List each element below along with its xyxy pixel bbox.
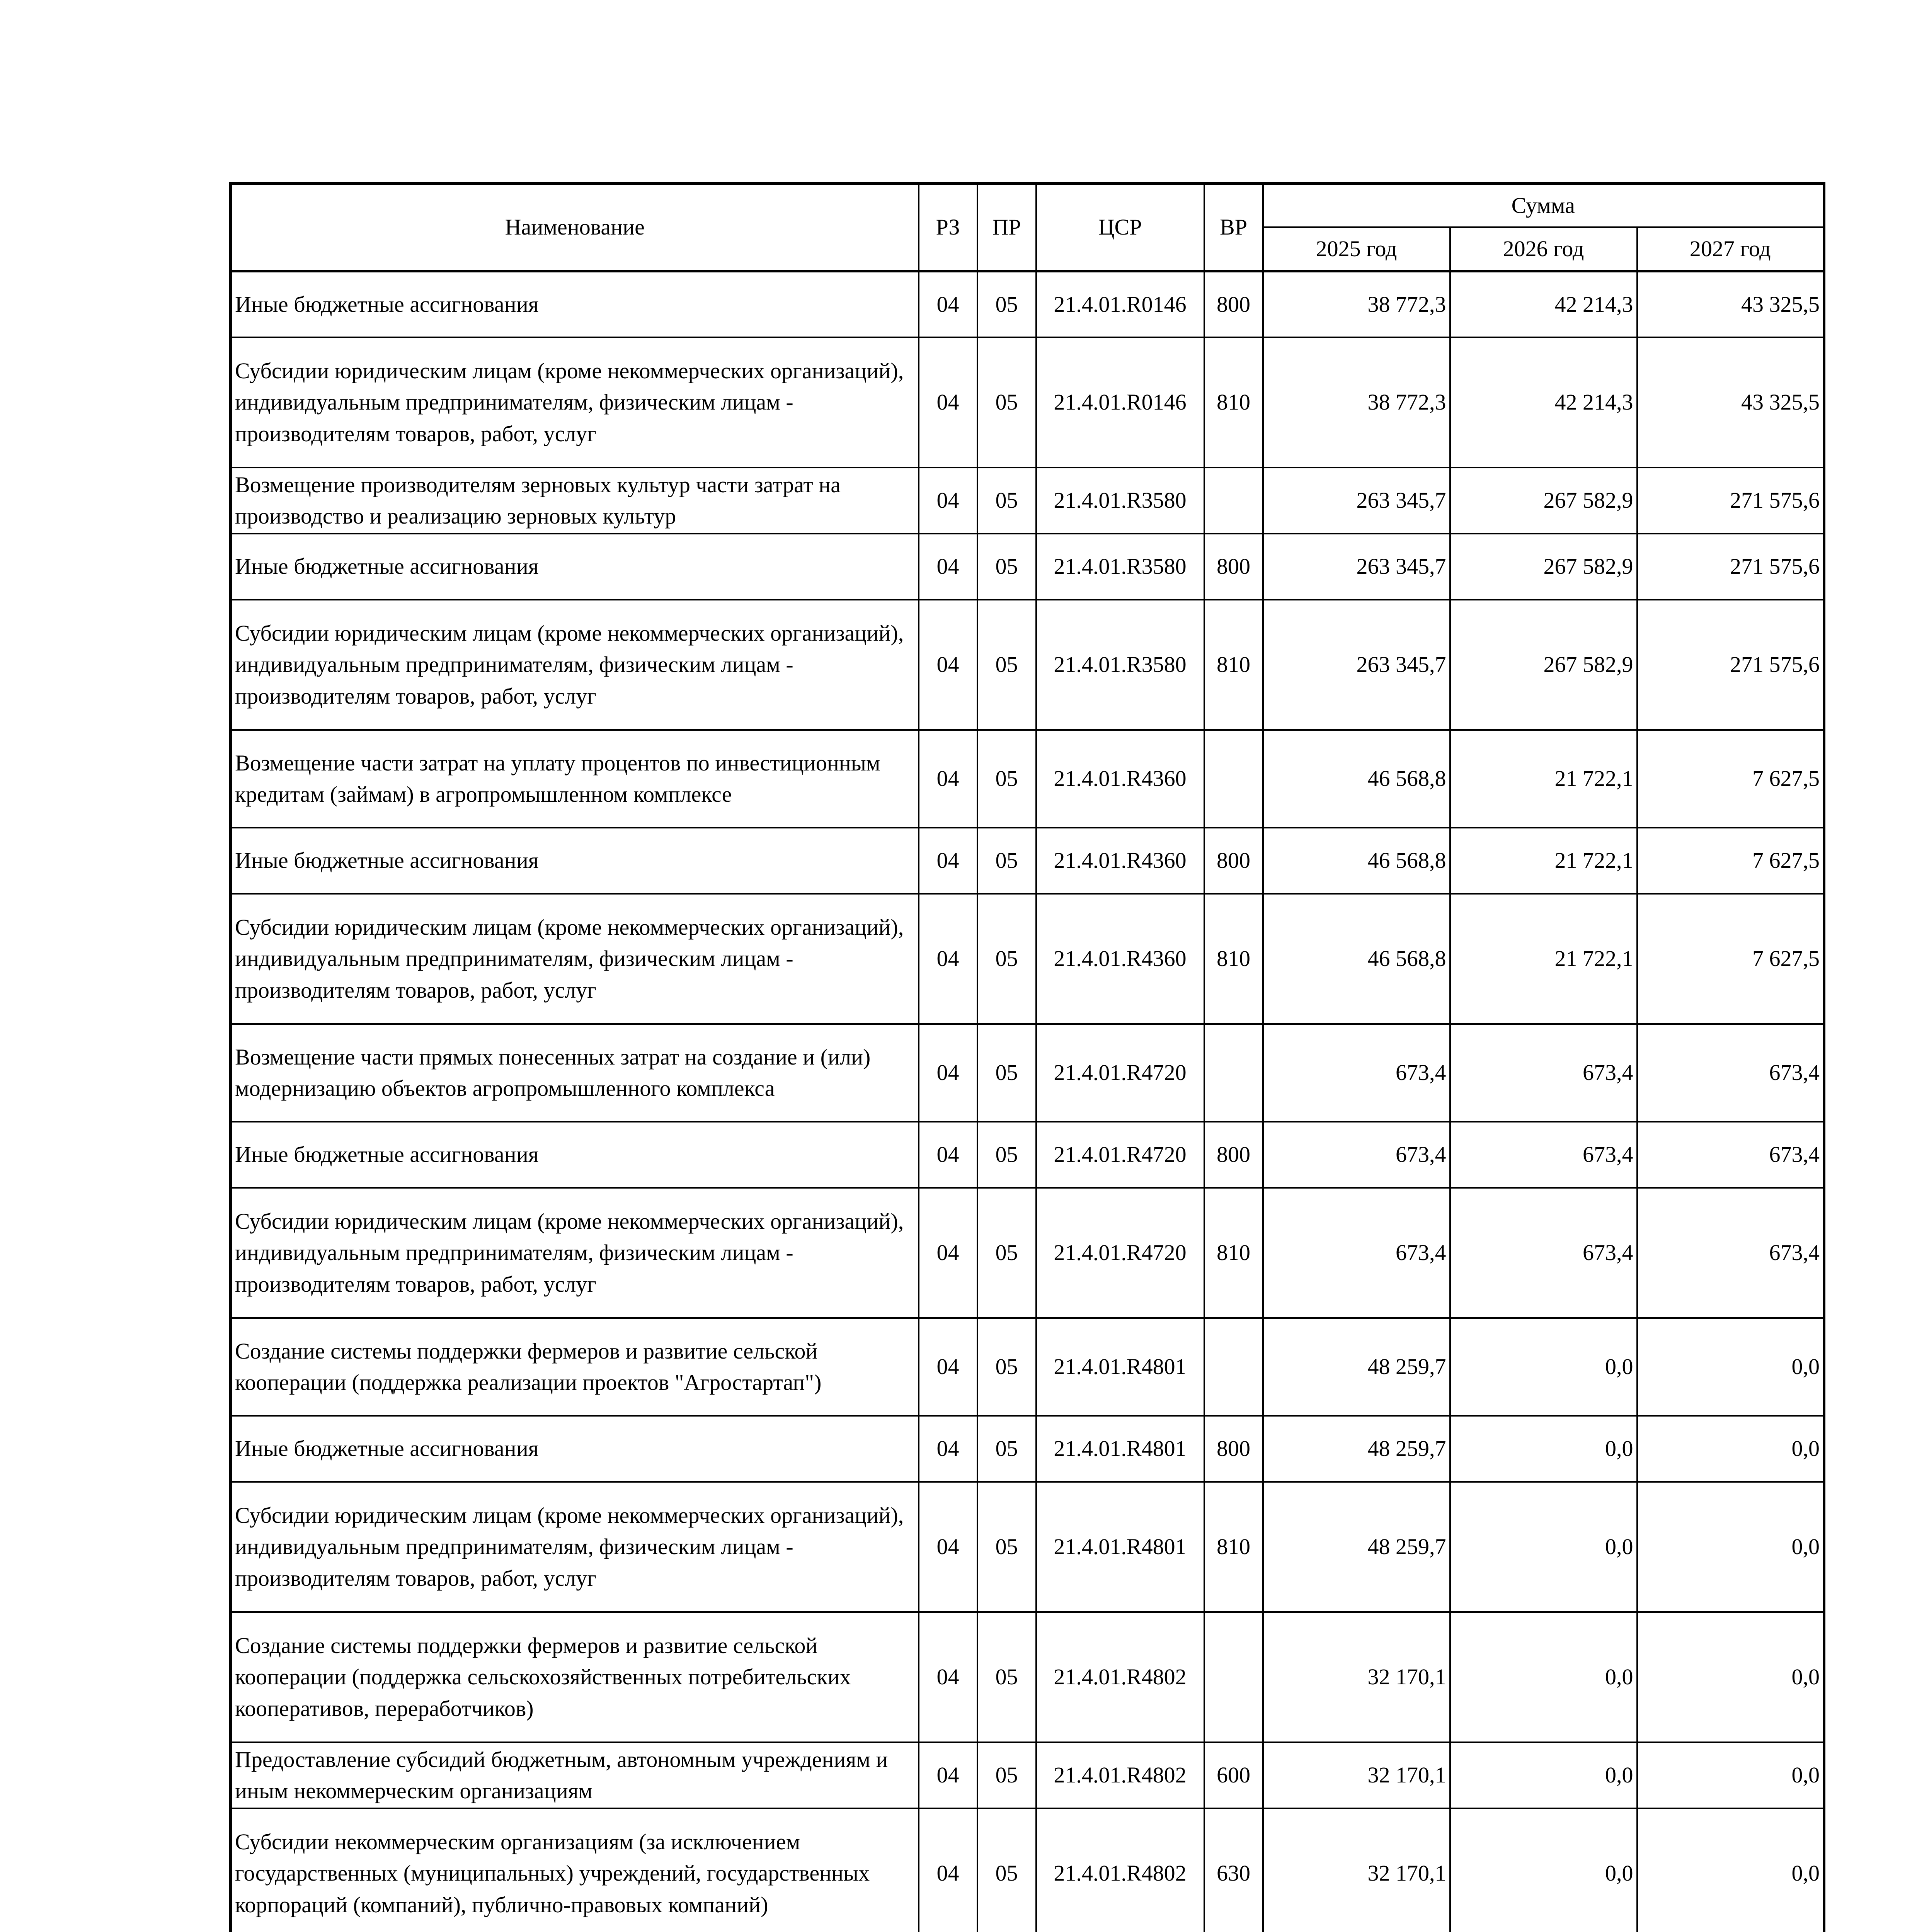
cell-2026: 0,0: [1450, 1416, 1637, 1482]
cell-2026: 0,0: [1450, 1612, 1637, 1742]
cell-vr: [1204, 730, 1263, 828]
header-name: Наименование: [231, 184, 919, 271]
cell-pr: 05: [977, 337, 1036, 468]
cell-csr: 21.4.01.R4802: [1036, 1808, 1204, 1932]
cell-pr: 05: [977, 828, 1036, 894]
table-row: [231, 271, 1824, 337]
cell-2025: 673,4: [1263, 1188, 1450, 1318]
table-row: [231, 1416, 1824, 1482]
cell-name: Возмещение части затрат на уплату процентов по инвестиционным кредитам (займам) в агропромышленном комплексе: [231, 730, 919, 828]
cell-pr: 05: [977, 271, 1036, 337]
cell-2027: 0,0: [1637, 1416, 1824, 1482]
header-year-2025: 2025 год: [1263, 227, 1450, 271]
cell-name: Субсидии юридическим лицам (кроме некоммерческих организаций), индивидуальным предпринимателям, физическим лицам - производителям товаров, работ, услуг: [231, 337, 919, 468]
header-year-2027: 2027 год: [1637, 227, 1824, 271]
cell-2027: 7 627,5: [1637, 730, 1824, 828]
cell-rz: 04: [919, 1188, 977, 1318]
cell-2025: 48 259,7: [1263, 1482, 1450, 1612]
cell-vr: 800: [1204, 828, 1263, 894]
budget-table: [229, 182, 1825, 1932]
cell-2026: 0,0: [1450, 1318, 1637, 1416]
cell-csr: 21.4.01.R4720: [1036, 1188, 1204, 1318]
cell-rz: 04: [919, 1024, 977, 1122]
cell-2025: 32 170,1: [1263, 1612, 1450, 1742]
cell-2027: 271 575,6: [1637, 534, 1824, 600]
header-csr: ЦСР: [1036, 184, 1204, 271]
cell-vr: 810: [1204, 894, 1263, 1024]
table-header: [231, 184, 1824, 271]
table-row: [231, 1318, 1824, 1416]
cell-name: Субсидии юридическим лицам (кроме некоммерческих организаций), индивидуальным предпринимателям, физическим лицам - производителям товаров, работ, услуг: [231, 1188, 919, 1318]
table-row: [231, 1482, 1824, 1612]
cell-2025: 48 259,7: [1263, 1416, 1450, 1482]
cell-rz: 04: [919, 1318, 977, 1416]
cell-pr: 05: [977, 894, 1036, 1024]
cell-2025: 38 772,3: [1263, 337, 1450, 468]
table-body: [231, 271, 1824, 1932]
cell-pr: 05: [977, 1024, 1036, 1122]
cell-rz: 04: [919, 600, 977, 730]
table-row: [231, 337, 1824, 468]
cell-2027: 0,0: [1637, 1318, 1824, 1416]
cell-vr: [1204, 1318, 1263, 1416]
cell-vr: [1204, 468, 1263, 534]
cell-name: Предоставление субсидий бюджетным, автономным учреждениям и иным некоммерческим организациям: [231, 1742, 919, 1808]
cell-2026: 0,0: [1450, 1482, 1637, 1612]
cell-2026: 21 722,1: [1450, 828, 1637, 894]
cell-name: Субсидии юридическим лицам (кроме некоммерческих организаций), индивидуальным предпринимателям, физическим лицам - производителям товаров, работ, услуг: [231, 1482, 919, 1612]
cell-name: Создание системы поддержки фермеров и развитие сельской кооперации (поддержка реализации проектов "Агростартап"): [231, 1318, 919, 1416]
header-vr: ВР: [1204, 184, 1263, 271]
cell-csr: 21.4.01.R0146: [1036, 271, 1204, 337]
cell-csr: 21.4.01.R0146: [1036, 337, 1204, 468]
cell-2026: 0,0: [1450, 1742, 1637, 1808]
cell-rz: 04: [919, 271, 977, 337]
cell-2026: 267 582,9: [1450, 534, 1637, 600]
cell-rz: 04: [919, 337, 977, 468]
cell-rz: 04: [919, 1808, 977, 1932]
cell-pr: 05: [977, 1808, 1036, 1932]
table-row: [231, 468, 1824, 534]
header-year-2026: 2026 год: [1450, 227, 1637, 271]
cell-rz: 04: [919, 1416, 977, 1482]
cell-name: Иные бюджетные ассигнования: [231, 828, 919, 894]
cell-pr: 05: [977, 534, 1036, 600]
cell-2026: 42 214,3: [1450, 271, 1637, 337]
cell-pr: 05: [977, 1482, 1036, 1612]
cell-vr: [1204, 1612, 1263, 1742]
table-row: [231, 1742, 1824, 1808]
cell-2025: 46 568,8: [1263, 730, 1450, 828]
cell-2025: 46 568,8: [1263, 894, 1450, 1024]
cell-pr: 05: [977, 1318, 1036, 1416]
cell-vr: 800: [1204, 1122, 1263, 1188]
cell-2026: 673,4: [1450, 1188, 1637, 1318]
cell-rz: 04: [919, 828, 977, 894]
cell-csr: 21.4.01.R4360: [1036, 894, 1204, 1024]
cell-2026: 673,4: [1450, 1122, 1637, 1188]
cell-2025: 38 772,3: [1263, 271, 1450, 337]
cell-2025: 673,4: [1263, 1024, 1450, 1122]
cell-2026: 21 722,1: [1450, 730, 1637, 828]
cell-rz: 04: [919, 1742, 977, 1808]
cell-2025: 46 568,8: [1263, 828, 1450, 894]
cell-rz: 04: [919, 1482, 977, 1612]
cell-2027: 0,0: [1637, 1482, 1824, 1612]
cell-2026: 267 582,9: [1450, 468, 1637, 534]
cell-rz: 04: [919, 730, 977, 828]
cell-name: Создание системы поддержки фермеров и развитие сельской кооперации (поддержка сельскохозяйственных потребительских кооперативов, переработчиков): [231, 1612, 919, 1742]
cell-2027: 43 325,5: [1637, 337, 1824, 468]
header-rz: РЗ: [919, 184, 977, 271]
cell-name: Иные бюджетные ассигнования: [231, 1416, 919, 1482]
cell-2027: 271 575,6: [1637, 600, 1824, 730]
cell-name: Возмещение производителям зерновых культур части затрат на производство и реализацию зерновых культур: [231, 468, 919, 534]
table-row: [231, 1024, 1824, 1122]
cell-rz: 04: [919, 894, 977, 1024]
cell-2027: 7 627,5: [1637, 894, 1824, 1024]
cell-name: Субсидии юридическим лицам (кроме некоммерческих организаций), индивидуальным предпринимателям, физическим лицам - производителям товаров, работ, услуг: [231, 600, 919, 730]
cell-2027: 673,4: [1637, 1122, 1824, 1188]
cell-2027: 0,0: [1637, 1612, 1824, 1742]
cell-vr: 810: [1204, 600, 1263, 730]
cell-2027: 673,4: [1637, 1024, 1824, 1122]
table-row: [231, 1612, 1824, 1742]
cell-csr: 21.4.01.R4801: [1036, 1416, 1204, 1482]
cell-name: Возмещение части прямых понесенных затрат на создание и (или) модернизацию объектов агропромышленного комплекса: [231, 1024, 919, 1122]
cell-2025: 263 345,7: [1263, 468, 1450, 534]
header-sum: Сумма: [1263, 184, 1824, 228]
cell-vr: [1204, 1024, 1263, 1122]
cell-2026: 42 214,3: [1450, 337, 1637, 468]
cell-pr: 05: [977, 1612, 1036, 1742]
table-row: [231, 1188, 1824, 1318]
cell-csr: 21.4.01.R4801: [1036, 1318, 1204, 1416]
cell-2025: 263 345,7: [1263, 600, 1450, 730]
cell-2026: 267 582,9: [1450, 600, 1637, 730]
cell-pr: 05: [977, 730, 1036, 828]
cell-name: Иные бюджетные ассигнования: [231, 271, 919, 337]
header-pr: ПР: [977, 184, 1036, 271]
cell-csr: 21.4.01.R4720: [1036, 1024, 1204, 1122]
cell-vr: 800: [1204, 534, 1263, 600]
cell-2027: 0,0: [1637, 1808, 1824, 1932]
cell-rz: 04: [919, 1612, 977, 1742]
cell-csr: 21.4.01.R4360: [1036, 828, 1204, 894]
table-row: [231, 1122, 1824, 1188]
cell-name: Иные бюджетные ассигнования: [231, 1122, 919, 1188]
cell-vr: 810: [1204, 1188, 1263, 1318]
cell-2026: 673,4: [1450, 1024, 1637, 1122]
table-row: [231, 894, 1824, 1024]
cell-csr: 21.4.01.R4360: [1036, 730, 1204, 828]
cell-pr: 05: [977, 1122, 1036, 1188]
cell-2027: 673,4: [1637, 1188, 1824, 1318]
cell-pr: 05: [977, 468, 1036, 534]
cell-2027: 271 575,6: [1637, 468, 1824, 534]
table-row: [231, 828, 1824, 894]
cell-2025: 32 170,1: [1263, 1808, 1450, 1932]
cell-2025: 263 345,7: [1263, 534, 1450, 600]
cell-2025: 673,4: [1263, 1122, 1450, 1188]
cell-csr: 21.4.01.R3580: [1036, 468, 1204, 534]
cell-2027: 0,0: [1637, 1742, 1824, 1808]
cell-name: Иные бюджетные ассигнования: [231, 534, 919, 600]
cell-csr: 21.4.01.R4802: [1036, 1612, 1204, 1742]
cell-vr: 800: [1204, 271, 1263, 337]
cell-vr: 630: [1204, 1808, 1263, 1932]
cell-csr: 21.4.01.R4801: [1036, 1482, 1204, 1612]
cell-csr: 21.4.01.R3580: [1036, 534, 1204, 600]
cell-rz: 04: [919, 468, 977, 534]
table-row: [231, 600, 1824, 730]
cell-rz: 04: [919, 534, 977, 600]
cell-csr: 21.4.01.R3580: [1036, 600, 1204, 730]
cell-vr: 810: [1204, 1482, 1263, 1612]
cell-2027: 7 627,5: [1637, 828, 1824, 894]
table-row: [231, 534, 1824, 600]
cell-csr: 21.4.01.R4720: [1036, 1122, 1204, 1188]
cell-pr: 05: [977, 1416, 1036, 1482]
cell-csr: 21.4.01.R4802: [1036, 1742, 1204, 1808]
cell-2027: 43 325,5: [1637, 271, 1824, 337]
cell-2025: 48 259,7: [1263, 1318, 1450, 1416]
cell-vr: 800: [1204, 1416, 1263, 1482]
cell-vr: 810: [1204, 337, 1263, 468]
cell-name: Субсидии юридическим лицам (кроме некоммерческих организаций), индивидуальным предпринимателям, физическим лицам - производителям товаров, работ, услуг: [231, 894, 919, 1024]
cell-pr: 05: [977, 1742, 1036, 1808]
cell-pr: 05: [977, 1188, 1036, 1318]
cell-2026: 21 722,1: [1450, 894, 1637, 1024]
table-row: [231, 1808, 1824, 1932]
cell-vr: 600: [1204, 1742, 1263, 1808]
cell-2025: 32 170,1: [1263, 1742, 1450, 1808]
table-row: [231, 730, 1824, 828]
cell-name: Субсидии некоммерческим организациям (за исключением государственных (муниципальных) учреждений, государственных корпораций (компаний), публично-правовых компаний): [231, 1808, 919, 1932]
cell-2026: 0,0: [1450, 1808, 1637, 1932]
cell-rz: 04: [919, 1122, 977, 1188]
cell-pr: 05: [977, 600, 1036, 730]
